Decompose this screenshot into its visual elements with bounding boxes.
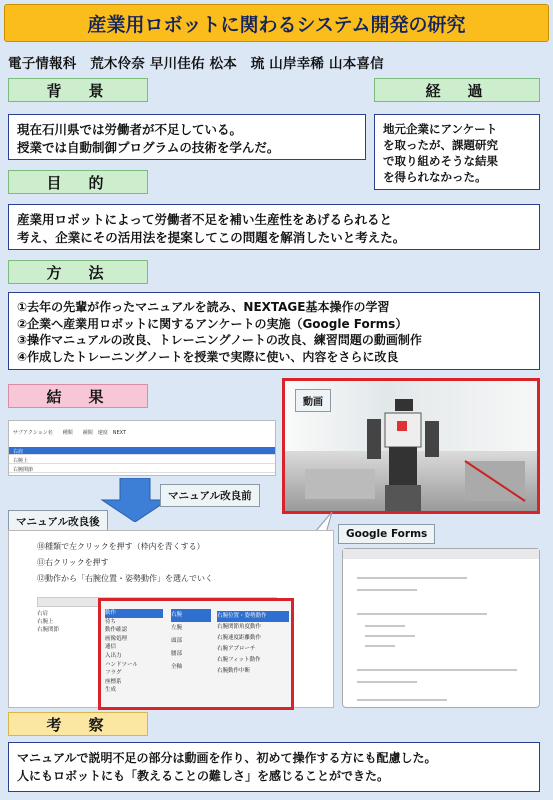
background-line-1: 現在石川県では労働者が不足している。 — [17, 122, 243, 137]
menu-item[interactable]: 入出力 — [105, 652, 122, 659]
manual-step-12: ⑫動作から「右腕位置・姿勢動作」を選んでいく — [37, 574, 213, 583]
form-option-line — [365, 635, 415, 637]
method-heading: 方 法 — [8, 260, 148, 284]
table-row: 右腕上 — [9, 456, 275, 464]
progress-line-1: 地元企業にアンケート — [383, 122, 498, 136]
manual-step-10: ⑩種類で左クリックを押す（枠内を青くする） — [37, 542, 205, 551]
menu-col-3 — [217, 611, 289, 677]
menu-item[interactable]: 画像処理 — [105, 635, 128, 642]
menu-item[interactable]: 頭部 — [171, 638, 183, 644]
menu-item[interactable]: フラグ — [105, 670, 122, 677]
discussion-line-1: マニュアルで説明不足の部分は動画を作り、初めて操作する方にも配慮した。 — [17, 751, 437, 765]
authors-line: 電子情報科 荒木伶奈 早川佳佑 松本 琉 山岸幸稀 山本喜信 — [8, 56, 384, 72]
context-menu-frame — [98, 598, 294, 710]
form-answer-line — [357, 589, 417, 591]
progress-box — [374, 114, 540, 190]
form-question-line — [357, 669, 517, 671]
menu-item[interactable]: 通信 — [105, 644, 117, 651]
method-line-2: ②企業へ産業用ロボットに関するアンケートの実施（Google Forms） — [17, 316, 408, 331]
table-header-text: サブアクション名 種類 補間 速度 NEXT — [13, 430, 127, 436]
menu-item[interactable]: 全軸 — [171, 664, 183, 670]
menu-item[interactable]: 右腕フィット動作 — [217, 657, 261, 663]
purpose-line-1: 産業用ロボットによって労働者不足を補い生産性をあげるられると — [17, 212, 393, 227]
menu-item[interactable]: 生成 — [105, 687, 117, 694]
table-row: 右腕関節 — [9, 465, 275, 473]
purpose-box — [8, 204, 540, 250]
menu-item[interactable]: 右腕位置・姿勢動作 — [217, 611, 289, 622]
purpose-line-2: 考え、企業にその活用法を提案してこの問題を解消したいと考えた。 — [17, 230, 406, 245]
menu-item[interactable]: 右腕 — [171, 609, 211, 622]
label-google-forms: Google Forms — [338, 524, 435, 544]
discussion-heading: 考 察 — [8, 712, 148, 736]
menu-item[interactable]: 腰部 — [171, 651, 183, 657]
menu-item[interactable]: 座標系 — [105, 678, 122, 685]
background-heading: 背 景 — [8, 78, 148, 102]
manual-before-table — [8, 420, 276, 476]
menu-col-2 — [171, 609, 211, 674]
menu-item[interactable]: 動作確認 — [105, 627, 128, 634]
purpose-heading: 目 的 — [8, 170, 148, 194]
method-line-3: ③操作マニュアルの改良、トレーニングノートの改良、練習問題の動画制作 — [17, 333, 422, 347]
poster-title: 産業用ロボットに関わるシステム開発の研究 — [4, 4, 549, 42]
form-option-line — [365, 625, 405, 627]
menu-item[interactable]: 右腕速度距離動作 — [217, 635, 262, 641]
menu-item[interactable]: 右腕動作中断 — [217, 668, 251, 674]
label-after: マニュアル改良後 — [8, 510, 108, 533]
results-heading: 結 果 — [8, 384, 148, 408]
manual-steps — [37, 539, 213, 587]
menu-item[interactable]: 右腕アプローチ — [217, 646, 256, 652]
row-list: 右肩 右腕上 右腕関節 — [37, 611, 60, 633]
method-line-4: ④作成したトレーニングノートを授業で実際に使い、内容をさらに改良 — [17, 349, 399, 364]
table-row: 右肩 — [9, 447, 275, 455]
progress-line-3: で取り組めそうな結果 — [383, 154, 498, 168]
forms-topbar — [343, 549, 539, 559]
discussion-line-2: 人にもロボットにも「教えることの難しさ」を感じることができた。 — [17, 769, 390, 783]
form-question-line — [357, 613, 487, 615]
menu-item[interactable]: 待ち — [105, 618, 117, 625]
form-option-line — [365, 645, 395, 647]
method-box — [8, 292, 540, 370]
menu-item[interactable]: ハンドツール — [105, 661, 138, 668]
menu-col-1 — [105, 609, 163, 695]
form-answer-line — [357, 681, 417, 683]
background-line-2: 授業では自動制御プログラムの技術を学んだ。 — [17, 140, 280, 155]
progress-line-2: を取ったが、課題研究 — [383, 138, 498, 152]
form-question-line — [357, 577, 467, 579]
form-question-line — [357, 699, 447, 701]
manual-step-11: ⑪右クリックを押す — [37, 558, 109, 567]
background-box — [8, 114, 366, 160]
google-forms-screenshot — [342, 548, 540, 708]
progress-heading: 経 過 — [374, 78, 540, 102]
menu-item[interactable]: 左腕 — [171, 625, 183, 631]
robot-video-photo — [282, 378, 540, 514]
progress-line-4: を得られなかった。 — [383, 170, 487, 184]
discussion-box — [8, 742, 540, 792]
label-before: マニュアル改良前 — [160, 484, 260, 507]
menu-item[interactable]: 動作 — [105, 609, 163, 618]
label-video: 動画 — [295, 389, 331, 412]
menu-item[interactable]: 右腕関節角度動作 — [217, 624, 262, 630]
method-line-1: ①去年の先輩が作ったマニュアルを読み、NEXTAGE基本操作の学習 — [17, 300, 390, 314]
